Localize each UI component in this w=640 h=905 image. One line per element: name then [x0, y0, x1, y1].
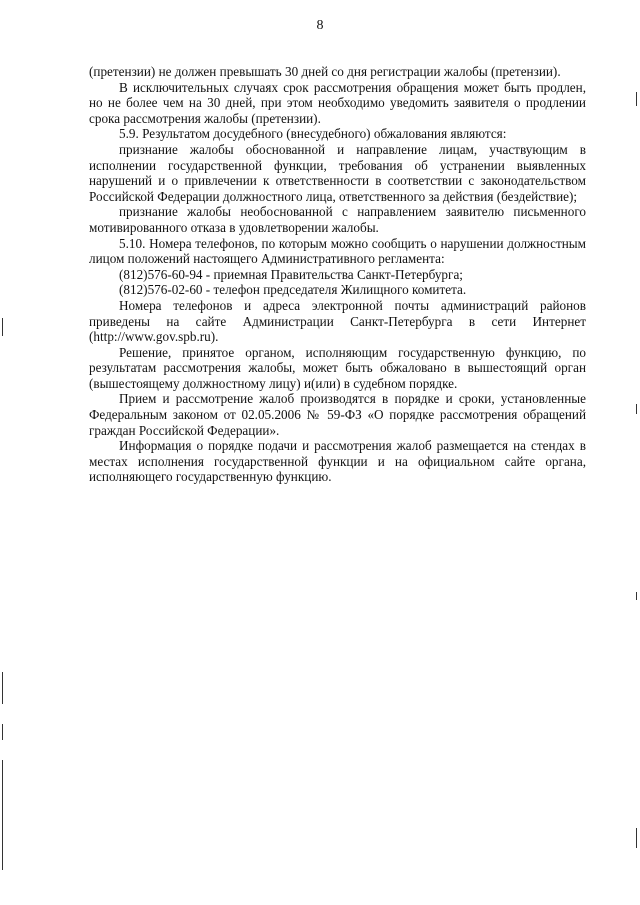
paragraph-10: Решение, принятое органом, исполняющим государственную функцию, по результатам рассмотрения жалобы, может быть обжаловано в вышестоящий орган (вышестоящему должностному лицу) и(или) в судебном порядке.: [89, 344, 586, 391]
page-number: 8: [316, 18, 324, 33]
document-body: [89, 64, 586, 485]
scan-mark-left-4: [2, 760, 3, 870]
scan-mark-right-4: [636, 828, 637, 848]
paragraph-6: 5.10. Номера телефонов, по которым можно сообщить о нарушении должностным лицом положений настоящего Административного регламента:: [89, 235, 586, 267]
paragraph-1: (претензии) не должен превышать 30 дней со дня регистрации жалобы (претензии).: [89, 64, 561, 79]
scan-mark-right-1: [636, 92, 637, 106]
paragraph-3: 5.9. Результатом досудебного (внесудебного) обжалования являются:: [119, 126, 507, 142]
paragraph-12: Информация о порядке подачи и рассмотрения жалоб размещается на стендах в местах исполнения государственной функции и на официальном сайте органа, исполняющего государственную функцию.: [89, 438, 586, 485]
paragraph-4: признание жалобы обоснованной и направление лицам, участвующим в исполнении государственной функции, требования об устранении выявленных нарушений и о привлечении к ответственности в соответствии с законодательством Российской Федерации должностного лица, ответственного за действия (бездействие);: [89, 141, 586, 204]
paragraph-2: В исключительных случаях срок рассмотрения обращения может быть продлен, но не более чем на 30 дней, при этом необходимо уведомить заявителя о продлении срока рассмотрения жалобы (претензии).: [89, 79, 586, 126]
paragraph-5: признание жалобы необоснованной с направлением заявителю письменного мотивированного отказа в удовлетворении жалобы.: [89, 204, 586, 235]
scan-mark-right-2: [636, 404, 637, 414]
scan-mark-right-3: [636, 592, 637, 600]
paragraph-11: Прием и рассмотрение жалоб производятся в порядке и сроки, установленные Федеральным законом от 02.05.2006 № 59-ФЗ «О порядке рассмотрения обращений граждан Российской Федерации».: [89, 391, 586, 438]
paragraph-7: (812)576-60-94 - приемная Правительства Санкт-Петербурга;: [119, 266, 463, 282]
scan-mark-left-2: [2, 672, 3, 704]
paragraph-9: Номера телефонов и адреса электронной почты администраций районов приведены на сайте Администрации Санкт-Петербурга в сети Интернет (http://www.gov.spb.ru).: [89, 297, 586, 345]
paragraph-8: (812)576-02-60 - телефон председателя Жилищного комитета.: [119, 282, 467, 298]
scan-mark-left-3: [2, 724, 3, 740]
scan-mark-left-1: [2, 318, 3, 336]
